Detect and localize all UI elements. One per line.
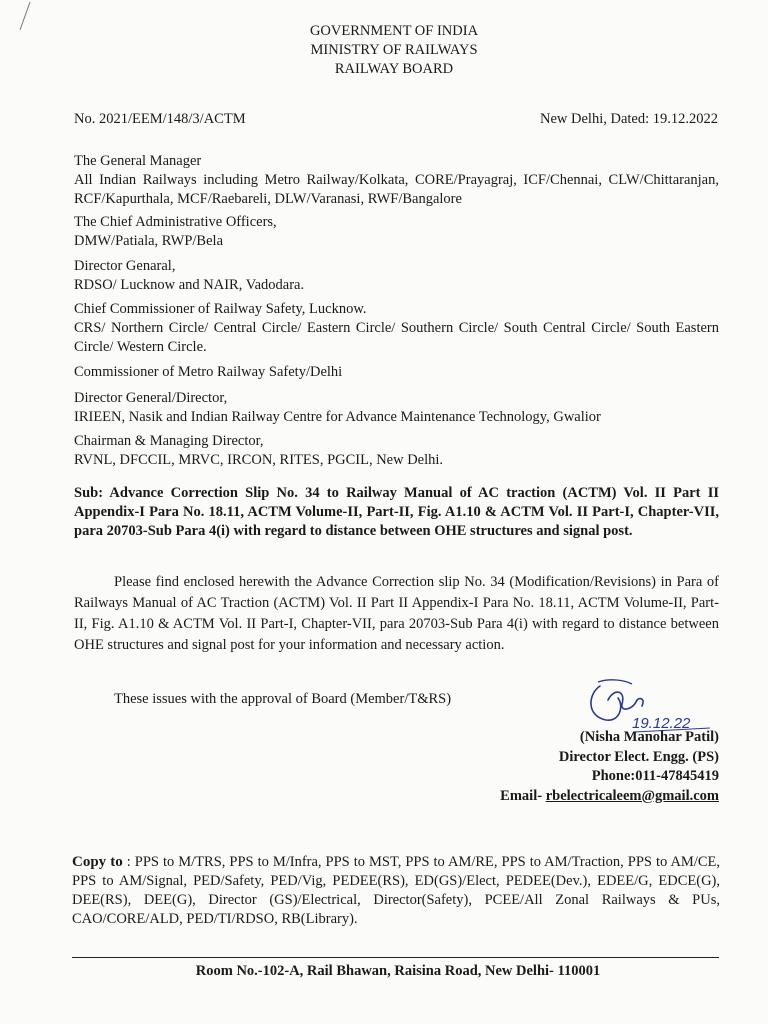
addressee-title: Commissioner of Metro Railway Safety/Delhi [74,364,343,380]
addressee-title: The Chief Administrative Officers, [74,214,277,230]
signatory-designation: Director Elect. Engg. (PS) [558,748,719,765]
reference-number: No. 2021/EEM/148/3/ACTM [74,111,246,127]
addressee-detail: DMW/Patiala, RWP/Bela [74,233,224,249]
addressee-detail: IRIEEN, Nasik and Indian Railway Centre for Advance Maintenance Technology, Gwalior [74,409,601,425]
letterhead [0,22,768,79]
body-paragraph-1: Please find enclosed herewith the Advance Correction slip No. 34 (Modification/Revisions) in Para of Railways Manual of AC Traction (ACTM) Vol. II Part II Appendix-I Para No. 18.11, ACTM Volume-II, Part-II, Fig. A1.10 & ACTM Vol. II Part-I, Chapter-VII, para 20703-Sub Para 4(i) with regard to distance between OHE structures and signal post for your information and necessary action. [74,574,719,653]
addressee-detail: CRS/ Northern Circle/ Central Circle/ Eastern Circle/ Southern Circle/ South Central Circle/ South Eastern Circle/ Western Circle. [74,320,719,355]
copy-to-label: Copy to [72,854,123,870]
footer-divider [72,957,719,958]
footer-address: Room No.-102-A, Rail Bhawan, Raisina Road, New Delhi- 110001 [195,963,601,979]
signatory-email-row [500,787,719,807]
addressee-cao [74,213,719,251]
subject-line: Sub: Advance Correction Slip No. 34 to Railway Manual of AC traction (ACTM) Vol. II Part II Appendix-I Para No. 18.11, ACTM Volume-II, Part-II, Fig. A1.10 & ACTM Vol. II Part-I, Chapter-VII, para 20703-Sub Para 4(i) with regard to distance between OHE structures and signal post. [74,485,719,539]
body-paragraph-2: These issues with the approval of Board (Member/T&RS) [114,691,452,707]
copy-to-recipients: : PPS to M/TRS, PPS to M/Infra, PPS to MST, PPS to AM/RE, PPS to AM/Traction, PPS to AM/CE, PPS to AM/Signal, PED/Safety, PED/Vig, PEDEE(RS), ED(GS)/Elect, PEDEE(Dev.), EDEE/G, EDCE(G), DEE(RS), DEE(G), Director (GS)/Electrical, Director(Safety), PCEE/All Zonal Railways & PUs, CAO/CORE/ALD, PED/TI/RDSO, RB(Library). [72,854,720,927]
letterhead-line-1: GOVERNMENT OF INDIA [309,23,479,39]
addressee-general-manager [74,152,719,209]
addressee-cmrs [74,363,719,382]
reference-row [74,111,718,128]
addressee-dg-director [74,389,719,427]
addressee-director-general [74,257,719,295]
addressee-detail: RVNL, DFCCIL, MRVC, IRCON, RITES, PGCIL, New Delhi. [74,452,444,468]
signatory-block [500,728,719,806]
addressee-title: The General Manager [74,153,202,169]
copy-to-list [72,853,720,929]
letterhead-line-2: MINISTRY OF RAILWAYS [310,42,478,58]
addressee-title: Director General/Director, [74,390,228,406]
signatory-phone: Phone:011-47845419 [591,768,719,784]
place-date: New Delhi, Dated: 19.12.2022 [540,111,718,127]
handwritten-date: 19.12.22 [632,715,691,732]
email-label: Email- [500,787,546,804]
signatory-name: (Nisha Manohar Patil) [579,729,719,745]
email-link[interactable]: rbelectricaleem@gmail.com [545,787,719,804]
addressee-cmd [74,432,719,470]
addressee-detail: RDSO/ Lucknow and NAIR, Vadodara. [74,277,305,293]
addressee-detail: All Indian Railways including Metro Railway/Kolkata, CORE/Prayagraj, ICF/Chennai, CLW/Chittaranjan, RCF/Kapurthala, MCF/Raebareli, DLW/Varanasi, RWF/Bangalore [74,172,719,207]
letterhead-line-3: RAILWAY BOARD [334,61,454,77]
addressee-ccrs [74,300,719,357]
addressee-title: Chief Commissioner of Railway Safety, Lucknow. [74,301,367,317]
addressee-title: Chairman & Managing Director, [74,433,264,449]
addressee-title: Director Genaral, [74,258,176,274]
